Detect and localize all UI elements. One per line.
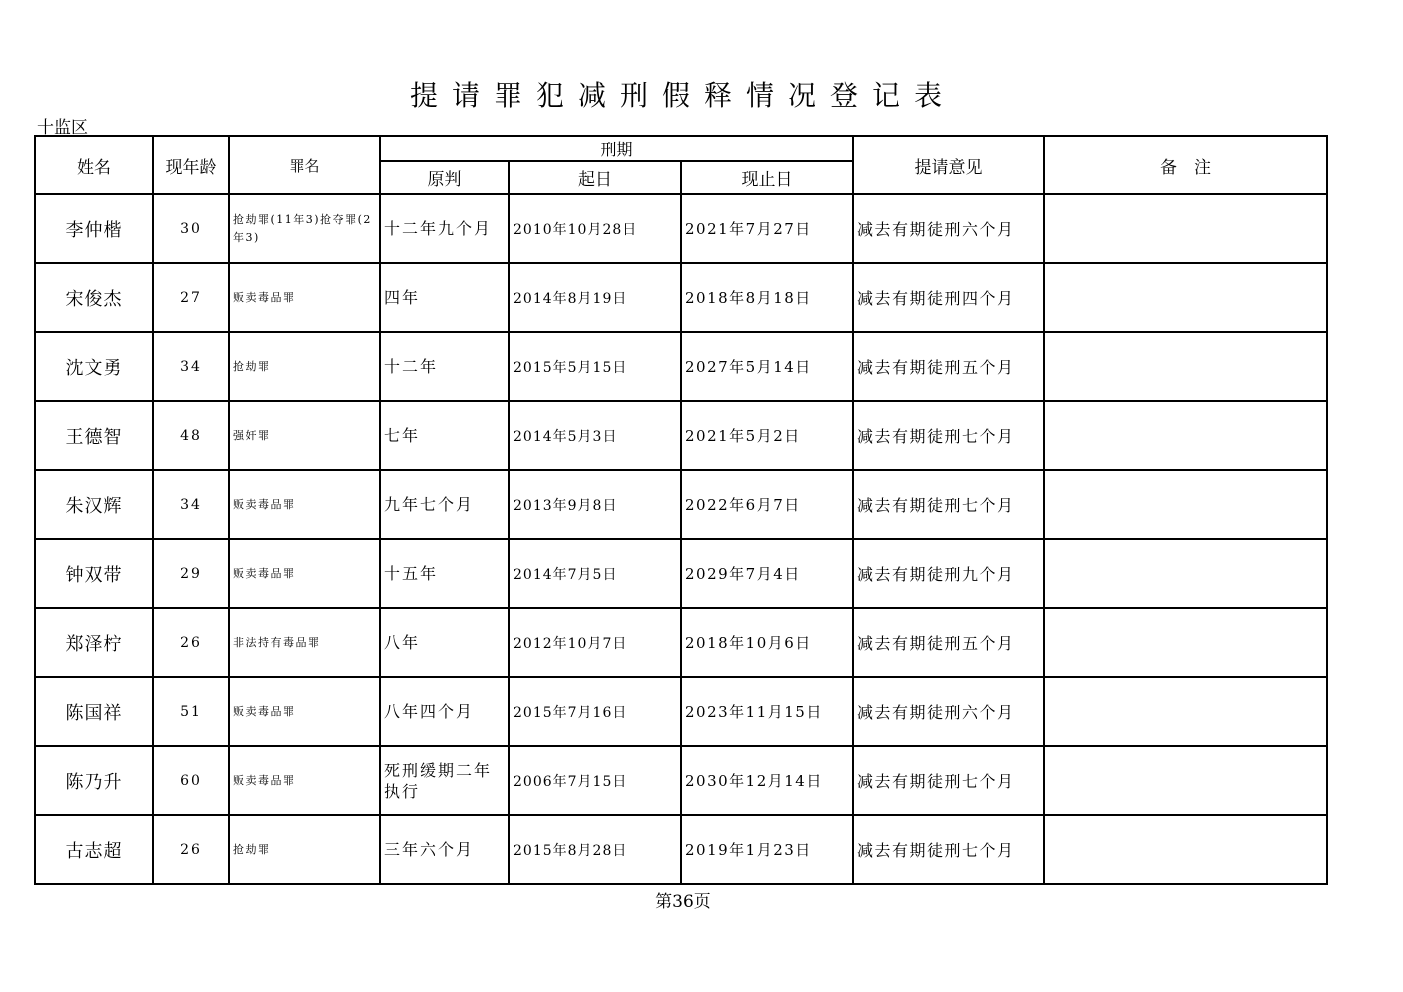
cell-end: 2029年7月4日 xyxy=(681,539,853,608)
cell-opinion: 减去有期徒刑五个月 xyxy=(853,608,1044,677)
cell-name: 李仲楷 xyxy=(35,194,153,263)
cell-remark xyxy=(1044,401,1327,470)
header-end: 现止日 xyxy=(681,161,853,194)
header-age: 现年龄 xyxy=(153,136,229,194)
cell-name: 陈乃升 xyxy=(35,746,153,815)
cell-end: 2021年5月2日 xyxy=(681,401,853,470)
cell-remark xyxy=(1044,608,1327,677)
cell-name: 朱汉辉 xyxy=(35,470,153,539)
table-row xyxy=(35,815,1327,884)
header-remark: 备 注 xyxy=(1044,136,1327,194)
cell-original: 八年 xyxy=(380,608,509,677)
cell-name: 沈文勇 xyxy=(35,332,153,401)
table-row xyxy=(35,608,1327,677)
cell-name: 钟双带 xyxy=(35,539,153,608)
cell-remark xyxy=(1044,470,1327,539)
table-row xyxy=(35,677,1327,746)
cell-start: 2015年8月28日 xyxy=(509,815,681,884)
cell-remark xyxy=(1044,746,1327,815)
header-original: 原判 xyxy=(380,161,509,194)
cell-remark xyxy=(1044,263,1327,332)
cell-crime: 非法持有毒品罪 xyxy=(229,608,380,677)
cell-end: 2023年11月15日 xyxy=(681,677,853,746)
cell-remark xyxy=(1044,194,1327,263)
header-name: 姓名 xyxy=(35,136,153,194)
cell-crime: 抢劫罪 xyxy=(229,332,380,401)
cell-original: 十五年 xyxy=(380,539,509,608)
cell-opinion: 减去有期徒刑九个月 xyxy=(853,539,1044,608)
cell-end: 2022年6月7日 xyxy=(681,470,853,539)
table-row xyxy=(35,470,1327,539)
cell-opinion: 减去有期徒刑六个月 xyxy=(853,677,1044,746)
cell-age: 29 xyxy=(153,539,229,608)
cell-opinion: 减去有期徒刑四个月 xyxy=(853,263,1044,332)
cell-original: 死刑缓期二年执行 xyxy=(380,746,509,815)
cell-age: 30 xyxy=(153,194,229,263)
cell-end: 2019年1月23日 xyxy=(681,815,853,884)
cell-start: 2006年7月15日 xyxy=(509,746,681,815)
cell-crime: 贩卖毒品罪 xyxy=(229,263,380,332)
cell-original: 四年 xyxy=(380,263,509,332)
cell-end: 2018年10月6日 xyxy=(681,608,853,677)
cell-start: 2015年5月15日 xyxy=(509,332,681,401)
page-number: 第36页 xyxy=(655,892,711,912)
cell-original: 三年六个月 xyxy=(380,815,509,884)
header-start: 起日 xyxy=(509,161,681,194)
cell-name: 古志超 xyxy=(35,815,153,884)
unit-label: 十监区 xyxy=(37,118,88,138)
cell-crime: 贩卖毒品罪 xyxy=(229,470,380,539)
cell-crime: 抢劫罪 xyxy=(229,815,380,884)
cell-age: 26 xyxy=(153,815,229,884)
cell-original: 九年七个月 xyxy=(380,470,509,539)
cell-original: 八年四个月 xyxy=(380,677,509,746)
cell-original: 十二年九个月 xyxy=(380,194,509,263)
cell-remark xyxy=(1044,815,1327,884)
cell-age: 34 xyxy=(153,470,229,539)
cell-crime: 贩卖毒品罪 xyxy=(229,746,380,815)
table-row xyxy=(35,332,1327,401)
cell-remark xyxy=(1044,332,1327,401)
cell-start: 2013年9月8日 xyxy=(509,470,681,539)
table-row xyxy=(35,746,1327,815)
cell-opinion: 减去有期徒刑七个月 xyxy=(853,470,1044,539)
cell-start: 2010年10月28日 xyxy=(509,194,681,263)
cell-age: 26 xyxy=(153,608,229,677)
cell-original: 七年 xyxy=(380,401,509,470)
cell-opinion: 减去有期徒刑七个月 xyxy=(853,401,1044,470)
table-row xyxy=(35,539,1327,608)
cell-name: 郑泽柠 xyxy=(35,608,153,677)
cell-start: 2014年5月3日 xyxy=(509,401,681,470)
cell-start: 2014年7月5日 xyxy=(509,539,681,608)
cell-crime: 强奸罪 xyxy=(229,401,380,470)
cell-opinion: 减去有期徒刑七个月 xyxy=(853,815,1044,884)
cell-end: 2018年8月18日 xyxy=(681,263,853,332)
cell-name: 王德智 xyxy=(35,401,153,470)
cell-end: 2021年7月27日 xyxy=(681,194,853,263)
cell-end: 2030年12月14日 xyxy=(681,746,853,815)
header-term: 刑期 xyxy=(380,136,853,161)
cell-opinion: 减去有期徒刑五个月 xyxy=(853,332,1044,401)
cell-remark xyxy=(1044,677,1327,746)
header-opinion: 提请意见 xyxy=(853,136,1044,194)
cell-crime: 贩卖毒品罪 xyxy=(229,677,380,746)
header-crime: 罪名 xyxy=(229,136,380,194)
registration-table xyxy=(34,135,1328,885)
table-row xyxy=(35,263,1327,332)
cell-end: 2027年5月14日 xyxy=(681,332,853,401)
cell-age: 27 xyxy=(153,263,229,332)
table-row xyxy=(35,194,1327,263)
cell-age: 51 xyxy=(153,677,229,746)
cell-start: 2012年10月7日 xyxy=(509,608,681,677)
cell-age: 60 xyxy=(153,746,229,815)
cell-crime: 贩卖毒品罪 xyxy=(229,539,380,608)
cell-opinion: 减去有期徒刑六个月 xyxy=(853,194,1044,263)
document-title: 提请罪犯减刑假释情况登记表 xyxy=(409,79,956,112)
cell-start: 2015年7月16日 xyxy=(509,677,681,746)
cell-start: 2014年8月19日 xyxy=(509,263,681,332)
cell-original: 十二年 xyxy=(380,332,509,401)
cell-age: 34 xyxy=(153,332,229,401)
cell-crime: 抢劫罪(11年3)抢夺罪(2年3) xyxy=(229,194,380,263)
cell-opinion: 减去有期徒刑七个月 xyxy=(853,746,1044,815)
cell-age: 48 xyxy=(153,401,229,470)
cell-name: 宋俊杰 xyxy=(35,263,153,332)
table-row xyxy=(35,401,1327,470)
cell-remark xyxy=(1044,539,1327,608)
cell-name: 陈国祥 xyxy=(35,677,153,746)
